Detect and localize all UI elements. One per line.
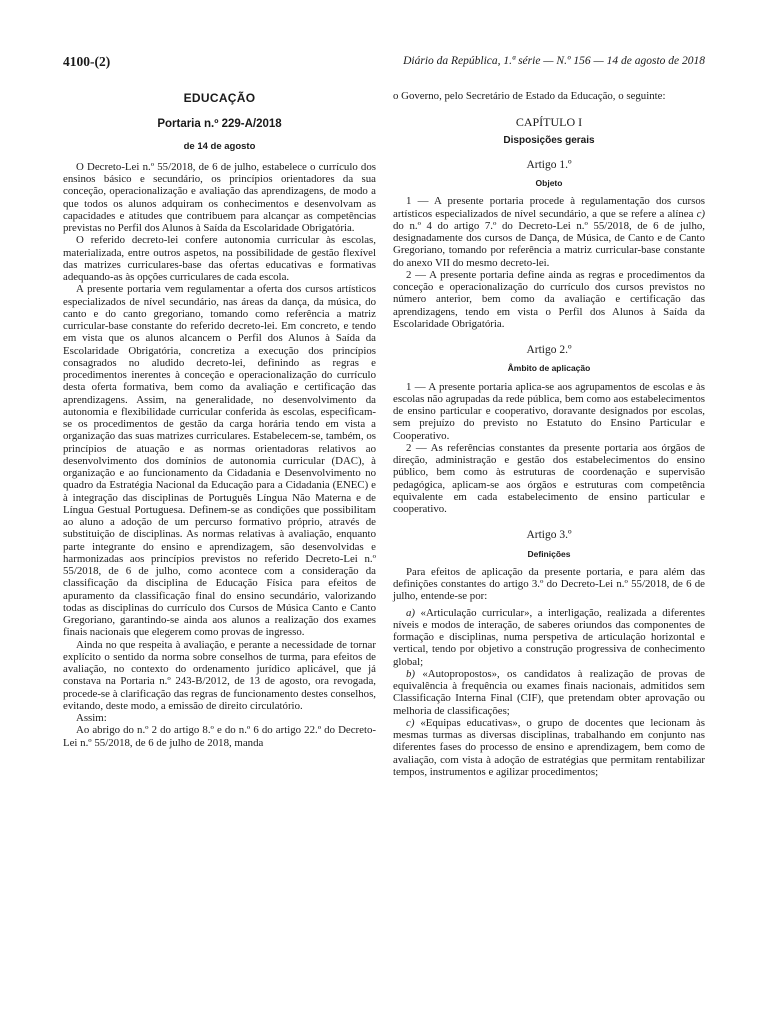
preamble-paragraph: O referido decreto-lei confere autonomia curricular às escolas, materializada, entre outros aspetos, na possibilidade de gestão flexível das matrizes curriculares-base das ofertas educativas e formativas adequando-as às opções curriculares de cada escola. [63,234,376,283]
article-paragraph: 2 — A presente portaria define ainda as regras e procedimentos da conceção e operacionalização do currículo dos cursos previstos no número anterior, bem como da avaliação e certificação das aprendizagens, tendo em vista o Perfil dos Alunos à Saída da Escolaridade Obrigatória. [393,268,705,330]
preamble-paragraph: A presente portaria vem regulamentar a oferta dos cursos artísticos especializados de nível secundário, nas áreas da dança, da música, do canto e do canto gregoriano, tomando como referência a matriz curricular-base constante do referido decreto-lei. Em concreto, e tendo em vista que os alunos alcancem o Perfil dos Alunos à Saída da Escolaridade Obrigatória, concretiza a execução dos princípios consagrados no aludido decreto-lei, definindo as regras e procedimentos inerentes à conceção e operacionalização do currículo desta oferta formativa, bem como da avaliação e certificação das aprendizagens. Assim, na generalidade, no desenvolvimento da autonomia e flexibilidade curricular conferida às escolas, especificam-se os procedimentos de gestão da carga horária tendo em vista a organização das suas matrizes curriculares. Estabelecem-se, também, os princípios de atuação e as normas orientadoras relativos ao desenvolvimento dos domínios de autonomia curricular (DAC), à organização e ao funcionamento da Cidadania e Desenvolvimento no quadro da Estratégia Nacional da Educação para a Cidadania (ENEC) e à integração das disciplinas de Português Língua Não Materna e de Língua Gestual Portuguesa. Definem-se as condições que possibilitam ao aluno a adoção de um percurso formativo próprio, através de substituição de disciplinas. As normas relativas à avaliação, enquanto parte integrante do ensino e aprendizagem, são desenvolvidas e harmonizadas aos princípios previstos no referido Decreto-Lei n.º 55/2018, de 6 de julho, como acontece com a consideração da classificação da disciplina de Educação Física para efeitos de apuramento da classificação final do ensino secundário, valorizando todas as disciplinas do currículo dos Cursos de Música Canto e Canto Gregoriano, garantindo-se ainda aos alunos a realização dos exames finais nacionais que elegerem como provas de ingresso. [63,283,376,639]
article-subtitle: Objeto [535,178,563,188]
article-paragraph: 1 — A presente portaria aplica-se aos agrupamentos de escolas e às escolas não agrupadas da rede pública, bem como aos estabelecimentos de ensino particular e cooperativo, doravante designados por escolas, sem prejuízo do previsto no Estatuto do Ensino Particular e Cooperativo. [393,380,705,442]
chapter-heading: CAPÍTULO I [515,115,583,130]
definition-item [393,717,705,778]
article-heading: Artigo 2.º [526,344,572,356]
portaria-date: de 14 de agosto [183,140,256,152]
definition-text: «Autopropostos», os candidatos à realização de provas de equivalência à frequência ou exames finais nacionais, admitidos sem Classificação Interna Final (CIF), que pretendam obter aprovação ou melhoria de classificações; [393,667,705,717]
article-text: 1 — A presente portaria procede à regulamentação dos cursos artísticos especializados de nível secundário, a que se refere a alínea [393,195,705,220]
definition-text: «Articulação curricular», a interligação, realizada a diferentes níveis e modos de interação, de saberes oriundos das componentes de formação e disciplinas, numa perspetiva de articulação horizontal e vertical, tendo por objetivo a construção progressiva de conhecimento global; [393,606,705,668]
preamble-paragraph: Ainda no que respeita à avaliação, e perante a necessidade de tornar explícito o sentido da norma sobre conselhos de turma, para efeitos de avaliação, no contexto do ordenamento jurídico aplicável, que já constava na Portaria n.º 243-B/2012, de 13 de agosto, ora revogada, procede-se à clarificação das regras de funcionamento destes conselhos, evitando, deste modo, a emissão de direito circulatório. [63,638,376,712]
article-heading: Artigo 1.º [526,158,572,171]
chapter-title: Disposições gerais [503,134,595,146]
right-column [393,90,705,778]
definition-item [393,668,705,717]
section-title: EDUCAÇÃO [183,91,256,105]
preamble-paragraph: Ao abrigo do n.º 2 do artigo 8.º e do n.º 6 do artigo 22.º do Decreto-Lei n.º 55/2018, de 6 de julho de 2018, manda [63,724,376,749]
left-column [63,90,376,749]
article-letter: c) [696,207,705,220]
running-header [63,54,705,74]
definition-letter: c) [406,716,415,729]
definition-letter: b) [406,667,416,680]
page-number: 4100-(2) [63,54,111,69]
journal-title: Diário da República, 1.ª série — N.º 156 — 14 de agosto de 2018 [403,55,705,67]
intro-continuation: o Governo, pelo Secretário de Estado da Educação, o seguinte: [393,90,666,102]
definition-letter: a) [406,606,416,619]
definition-item [393,607,705,668]
article-paragraph [393,195,705,269]
definition-text: «Equipas educativas», o grupo de docentes que lecionam às mesmas turmas as diversas disciplinas, trabalhando em conjunto nas diferentes fases do processo de ensino e aprendizagem, bem como de avaliação, com vista à adoção de estratégias que permitam rentabilizar tempos, instrumentos e agilizar procedimentos; [393,716,705,778]
preamble-paragraph: Assim: [76,712,107,724]
article-text: do n.º 4 do artigo 7.º do Decreto-Lei n.º 55/2018, de 6 de julho, designadamente dos cursos de Dança, de Música, de Canto e de Canto Gregoriano, tomando por referência a matriz curricular-base constante do anexo VII do mesmo decreto-lei. [393,219,705,269]
article-paragraph: 2 — As referências constantes da presente portaria aos órgãos de direção, administração e gestão dos estabelecimentos do ensino público, bem como às estruturas de coordenação e supervisão pedagógica, aplicam-se aos órgãos e estruturas com competência equivalente em cada estabelecimento de ensino particular e cooperativo. [393,441,705,515]
article-heading: Artigo 3.º [526,529,572,542]
portaria-title: Portaria n.º 229-A/2018 [157,118,282,131]
article-subtitle: Definições [527,548,571,559]
preamble-paragraph: O Decreto-Lei n.º 55/2018, de 6 de julho, estabelece o currículo dos ensinos básico e secundário, os princípios orientadores da sua conceção, operacionalização e avaliação das aprendizagens, de modo a que todos os alunos adquiram os conhecimentos e desenvolvam as capacidades e atitudes que contribuem para alcançar as competências previstas no Perfil dos Alunos à Saída da Escolaridade Obrigatória. [63,160,376,234]
article-paragraph: Para efeitos de aplicação da presente portaria, e para além das definições constantes do artigo 3.º do Decreto-Lei n.º 55/2018, de 6 de julho, entende-se por: [393,565,705,603]
article-subtitle: Âmbito de aplicação [507,363,591,374]
